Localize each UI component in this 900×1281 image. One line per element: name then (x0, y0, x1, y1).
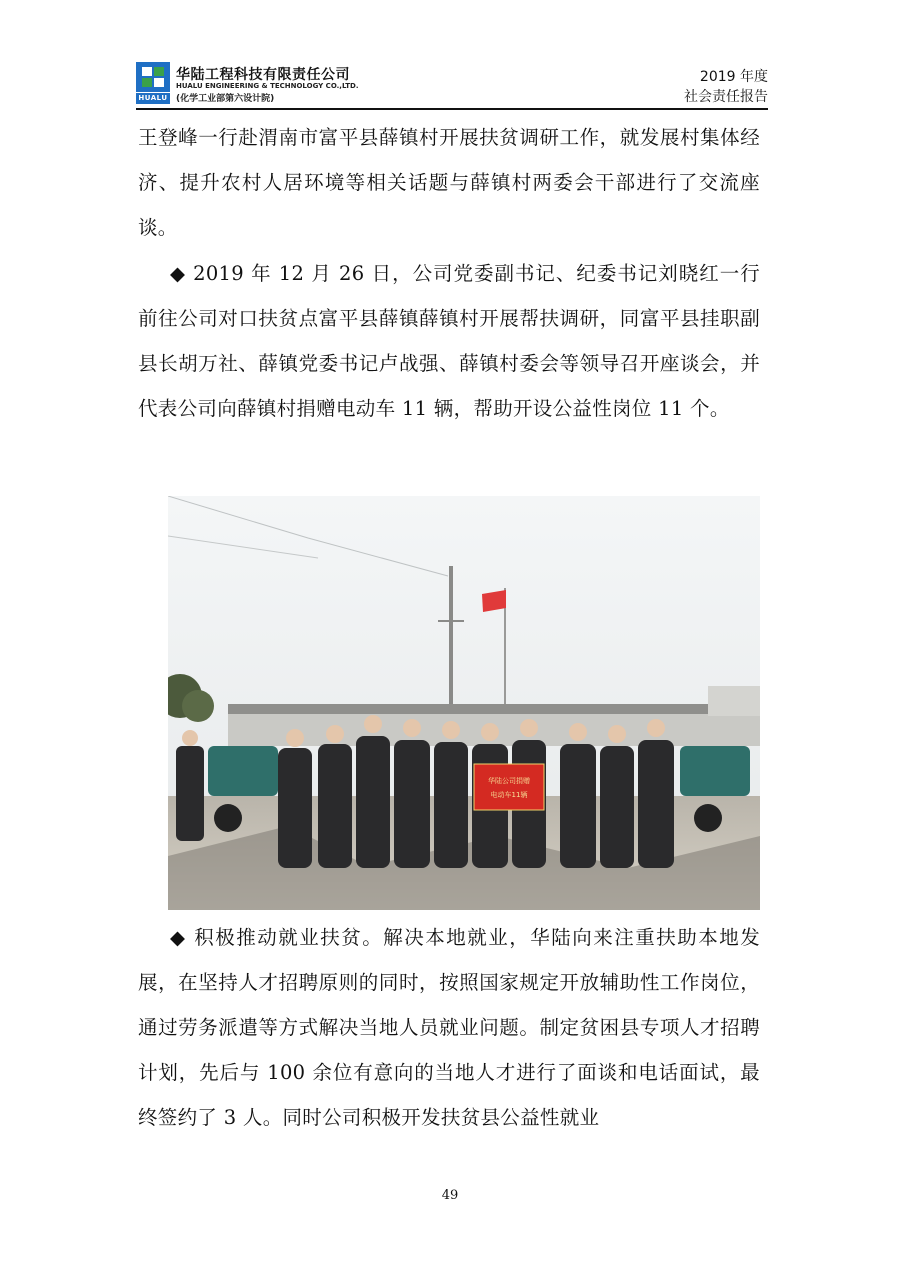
report-year: 2019 年度 (699, 69, 768, 85)
paragraph-2: ◆ 2019 年 12 月 26 日，公司党委副书记、纪委书记刘晓红一行前往公司对口扶贫点富平县薛镇薛镇村开展帮扶调研，同富平县挂职副县长胡万社、薛镇党委书记卢战强、薛镇村委会等领导召开座谈会，并代表公司向薛镇村捐赠电动车 11 辆，帮助开设公益性岗位 11 个。 (138, 262, 760, 420)
donation-ceremony-photo (168, 496, 760, 910)
banner-text-line2: 电动车11辆 (490, 791, 528, 799)
company-name-en: HUALU ENGINEERING & TECHNOLOGY CO.,LTD. (176, 82, 359, 90)
paragraph-3: ◆ 积极推动就业扶贫。解决本地就业，华陆向来注重扶助本地发展，在坚持人才招聘原则的同时，按照国家规定开放辅助性工作岗位，通过劳务派遣等方式解决当地人员就业问题。制定贫困县专项人才招聘计划，先后与 100 余位有意向的当地人才进行了面谈和电话面试，最终签约了 3 人。同时公司积极开发扶贫县公益性就业 (138, 926, 760, 1129)
report-title: 社会责任报告 (684, 89, 768, 105)
page-header (136, 60, 768, 108)
header-divider (136, 108, 768, 110)
paragraph-1: 王登峰一行赴渭南市富平县薛镇村开展扶贫调研工作，就发展村集体经济、提升农村人居环境等相关话题与薛镇村两委会干部进行了交流座谈。 (138, 126, 760, 239)
company-subtitle: (化学工业部第六设计院) (176, 94, 275, 104)
page-number: 49 (441, 1188, 459, 1203)
logo-wordmark: HUALU (136, 93, 170, 104)
hualu-logo-icon (136, 62, 170, 92)
company-name-cn: 华陆工程科技有限责任公司 (176, 67, 350, 83)
banner-text-line1: 华陆公司捐赠 (488, 777, 530, 785)
